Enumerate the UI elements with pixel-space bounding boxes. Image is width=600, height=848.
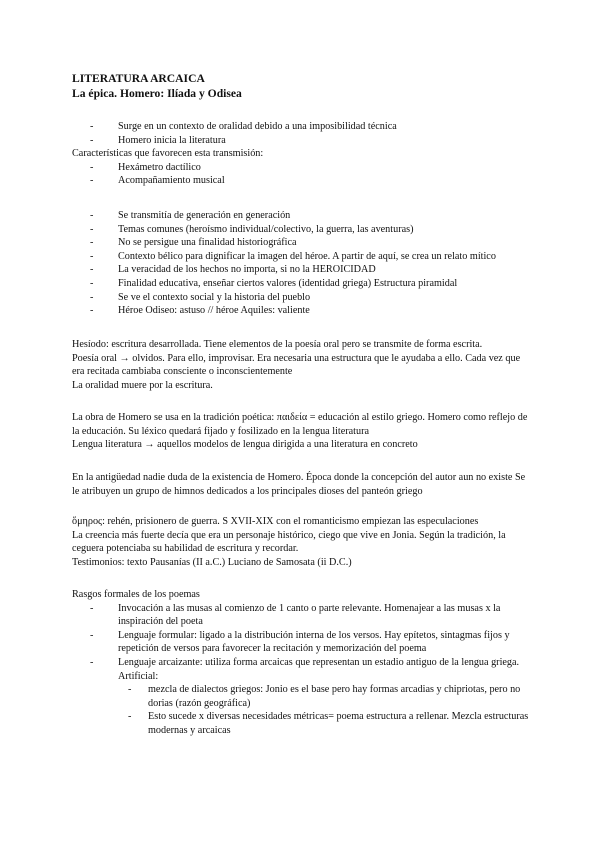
paragraph-antiguedad xyxy=(72,471,534,498)
list-item: - Homero inicia la literatura xyxy=(72,134,534,148)
list-item: - Surge en un contexto de oralidad debido a una imposibilidad técnica xyxy=(72,120,534,134)
list-item: - Se transmitía de generación en generación xyxy=(72,209,534,223)
list-item: - Hexámetro dactílico xyxy=(72,161,534,175)
list-item: - mezcla de dialectos griegos: Jonio es el base pero hay formas arcadias y chipriotas, pero no dorias (razón geográfica) xyxy=(72,683,534,710)
list-item: - Acompañamiento musical xyxy=(72,174,534,188)
rasgos-intro: Rasgos formales de los poemas xyxy=(72,589,200,600)
list-item: - Contexto bélico para dignificar la imagen del héroe. A partir de aquí, se crea un relato mítico xyxy=(72,250,534,264)
doc-subtitle: La épica. Homero: Ilíada y Odisea xyxy=(72,86,242,100)
list-origen xyxy=(72,120,534,188)
paragraph-line: Poesía oral → olvidos. Para ello, improvisar. Era necesaria una estructura que le ayudaba a ello. Cada vez que era recitada cambiaba consciente o inconscientemente xyxy=(72,352,521,378)
list-item: - Lenguaje arcaizante: utiliza forma arcaicas que representan un estadio antiguo de la lengua griega. xyxy=(72,656,534,670)
list-item: - Finalidad educativa, enseñar ciertos valores (identidad griega) Estructura piramidal xyxy=(72,277,534,291)
list-item: - Esto sucede x diversas necesidades métricas= poema estructura a rellenar. Mezcla estructuras modernas y arcaicas xyxy=(72,710,534,737)
caracteristicas-intro: Características que favorecen esta transmisión: xyxy=(72,148,264,160)
paragraph-line: En la antigüedad nadie duda de la existencia de Homero. Época donde la concepción del autor aun no existe Se le atribuyen un grupo de himnos dedicados a los principales dioses del panteón griego xyxy=(72,472,526,497)
artificial-label: Artificial: xyxy=(118,670,159,682)
paragraph-line: La obra de Homero se usa en la tradición poética: παιδεία = educación al estilo griego. Homero como reflejo de la educación. Su léxico quedará fijado y fosilizado en la lengua literatura xyxy=(72,412,528,437)
heading-block xyxy=(72,72,534,101)
paragraph-homero-nombre xyxy=(72,515,534,569)
list-item: - Lenguaje formular: ligado a la distribución interna de los versos. Hay epítetos, sintagmas fijos y repetición de versos para favorecer la recitación y memorización del poema xyxy=(72,629,534,656)
list-item: - La veracidad de los hechos no importa, si no la HEROICIDAD xyxy=(72,263,534,277)
list-item: - No se persigue una finalidad historiográfica xyxy=(72,236,534,250)
paragraph-line: La oralidad muere por la escritura. xyxy=(72,379,213,391)
list-item: - Temas comunes (heroísmo individual/colectivo, la guerra, las aventuras) xyxy=(72,223,534,237)
rasgos-section xyxy=(72,588,534,738)
paragraph-line: ὅμηρος: rehén, prisionero de guerra. S XVII-XIX con el romanticismo empiezan las especulaciones xyxy=(72,516,479,527)
list-item: - Se ve el contexto social y la historia del pueblo xyxy=(72,291,534,305)
list-caracteristicas xyxy=(72,209,534,318)
paragraph-line: La creencia más fuerte decía que era un personaje histórico, ciego que vive en Jonia. Según la tradición, la ceguera potenciaba su habilidad de escritura y recordar. xyxy=(72,529,506,555)
paragraph-hesiodo xyxy=(72,338,534,392)
paragraph-line: Hesíodo: escritura desarrollada. Tiene elementos de la poesía oral pero se transmite de forma escrita. xyxy=(72,339,483,350)
paragraph-line: Lengua literatura → aquellos modelos de lengua dirigida a una literatura en concreto xyxy=(72,439,418,451)
doc-title: LITERATURA ARCAICA xyxy=(72,72,205,85)
paragraph-line: Testimonios: texto Pausanías (II a.C.) Luciano de Samosata (ii D.C.) xyxy=(72,556,352,568)
paragraph-tradicion xyxy=(72,411,534,452)
list-item: - Héroe Odiseo: astuso // héroe Aquiles: valiente xyxy=(72,304,534,318)
list-item: - Invocación a las musas al comienzo de 1 canto o parte relevante. Homenajear a las musas x la inspiración del poeta xyxy=(72,602,534,629)
